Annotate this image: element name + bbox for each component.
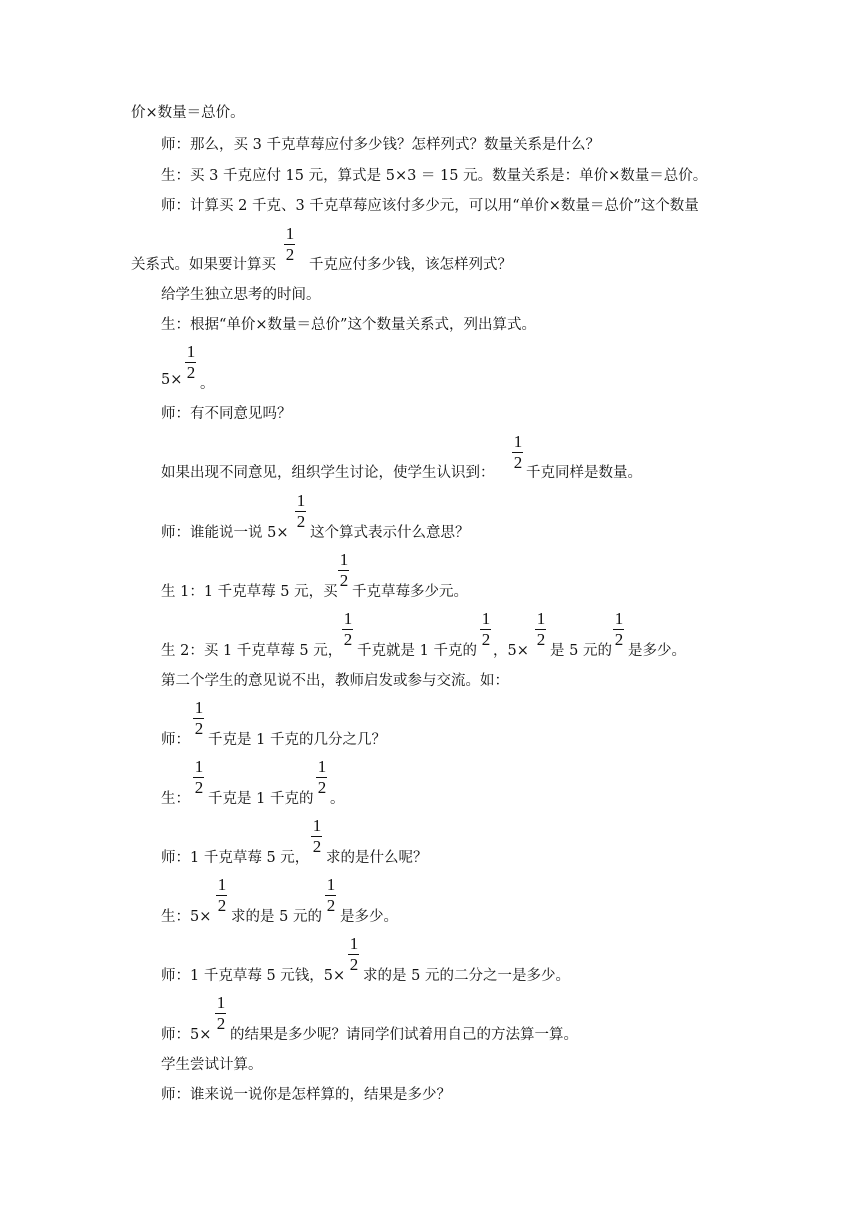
fraction-denominator: 2 [614,630,624,649]
fraction-numerator: 1 [614,609,624,628]
fraction-numerator: 1 [186,342,196,361]
fraction-numerator: 1 [326,875,336,894]
fraction-denominator: 2 [186,363,196,382]
fraction-numerator: 1 [536,609,546,628]
text-line: 千克是 1 千克的 [208,791,314,807]
fraction-numerator: 1 [481,609,491,628]
text-line: ，5× [493,643,529,659]
fraction-bar [325,895,336,896]
fraction-numerator: 1 [216,993,226,1012]
text-line: 是多少。 [340,909,398,925]
text-line: 千克是 1 千克的几分之几？ [208,732,386,748]
fraction-numerator: 1 [317,757,327,776]
text-line: 千克草莓多少元。 [352,584,468,600]
text-line: 生 1：1 千克草莓 5 元，买 [161,584,338,600]
fraction-numerator: 1 [285,224,295,243]
text-line: 价×数量＝总价。 [131,105,245,121]
text-line: 师：5× [161,1027,212,1043]
fraction-bar [613,629,624,630]
text-line: 师：计算买 2 千克、3 千克草莓应该付多少元，可以用“单价×数量＝总价”这个数量 [161,198,699,214]
text-line: 千克同样是数量。 [526,465,642,481]
fraction-denominator: 2 [326,896,336,915]
fraction-bar [512,452,523,453]
fraction-bar [480,629,491,630]
fraction-bar [215,1013,226,1014]
text-line: 生：5× [161,909,212,925]
fraction-denominator: 2 [536,630,546,649]
text-line: 给学生独立思考的时间。 [161,287,321,303]
fraction-denominator: 2 [343,630,353,649]
text-line: 生： [161,791,190,807]
fraction-denominator: 2 [339,571,349,590]
text-line: 这个算式表示什么意思？ [310,525,470,541]
fraction-bar [535,629,546,630]
text-line: 5× [161,372,183,388]
text-line: 的结果是多少呢？请同学们试着用自己的方法算一算。 [230,1027,578,1043]
text-line: 千克应付多少钱，该怎样列式？ [309,257,512,273]
text-line: 是多少。 [628,643,686,659]
text-line: 如果出现不同意见，组织学生讨论，使学生认识到： [161,465,495,481]
fraction-numerator: 1 [513,432,523,451]
text-line: 求的是什么呢？ [326,850,428,866]
text-line: 师：谁来说一说你是怎样算的，结果是多少？ [161,1087,451,1103]
fraction-bar [193,718,204,719]
text-line: 学生尝试计算。 [161,1057,263,1073]
fraction-numerator: 1 [217,875,227,894]
fraction-numerator: 1 [312,816,322,835]
text-line: 是 5 元的 [550,643,612,659]
fraction-numerator: 1 [194,698,204,717]
fraction-bar [284,244,295,245]
fraction-bar [316,777,327,778]
fraction-bar [193,777,204,778]
fraction-denominator: 2 [481,630,491,649]
fraction-denominator: 2 [194,778,204,797]
text-line: 。 [200,376,215,392]
fraction-denominator: 2 [285,245,295,264]
fraction-bar [295,511,306,512]
fraction-denominator: 2 [216,1014,226,1033]
fraction-denominator: 2 [312,837,322,856]
fraction-bar [338,570,349,571]
text-line: 第二个学生的意见说不出，教师启发或参与交流。如： [161,673,509,689]
text-line: 生：买 3 千克应付 15 元，算式是 5×3 ＝ 15 元。数量关系是：单价×数量＝总价。 [161,168,708,184]
text-line: 生：根据“单价×数量＝总价”这个数量关系式，列出算式。 [161,317,536,333]
fraction-numerator: 1 [343,609,353,628]
text-line: 师： [161,732,190,748]
fraction-denominator: 2 [296,512,306,531]
fraction-denominator: 2 [349,955,359,974]
fraction-denominator: 2 [317,778,327,797]
fraction-bar [185,362,196,363]
fraction-numerator: 1 [296,491,306,510]
text-line: 师：有不同意见吗？ [161,406,292,422]
fraction-denominator: 2 [194,719,204,738]
text-line: 求的是 5 元的二分之一是多少。 [363,968,570,984]
fraction-numerator: 1 [349,934,359,953]
fraction-bar [311,836,322,837]
fraction-denominator: 2 [217,896,227,915]
text-line: 千克就是 1 千克的 [357,643,477,659]
text-line: 师：1 千克草莓 5 元钱，5× [161,968,346,984]
text-line: 师：1 千克草莓 5 元， [161,850,310,866]
text-line: 生 2：买 1 千克草莓 5 元， [161,643,343,659]
fraction-numerator: 1 [339,550,349,569]
fraction-bar [216,895,227,896]
text-line: 师：那么，买 3 千克草莓应付多少钱？怎样列式？数量关系是什么？ [161,137,600,153]
text-line: 。 [330,791,345,807]
text-line: 关系式。如果要计算买 [131,257,276,273]
fraction-denominator: 2 [513,453,523,472]
text-line: 师：谁能说一说 5× [161,525,289,541]
text-line: 求的是 5 元的 [231,909,322,925]
fraction-numerator: 1 [194,757,204,776]
fraction-bar [348,954,359,955]
fraction-bar [342,629,353,630]
